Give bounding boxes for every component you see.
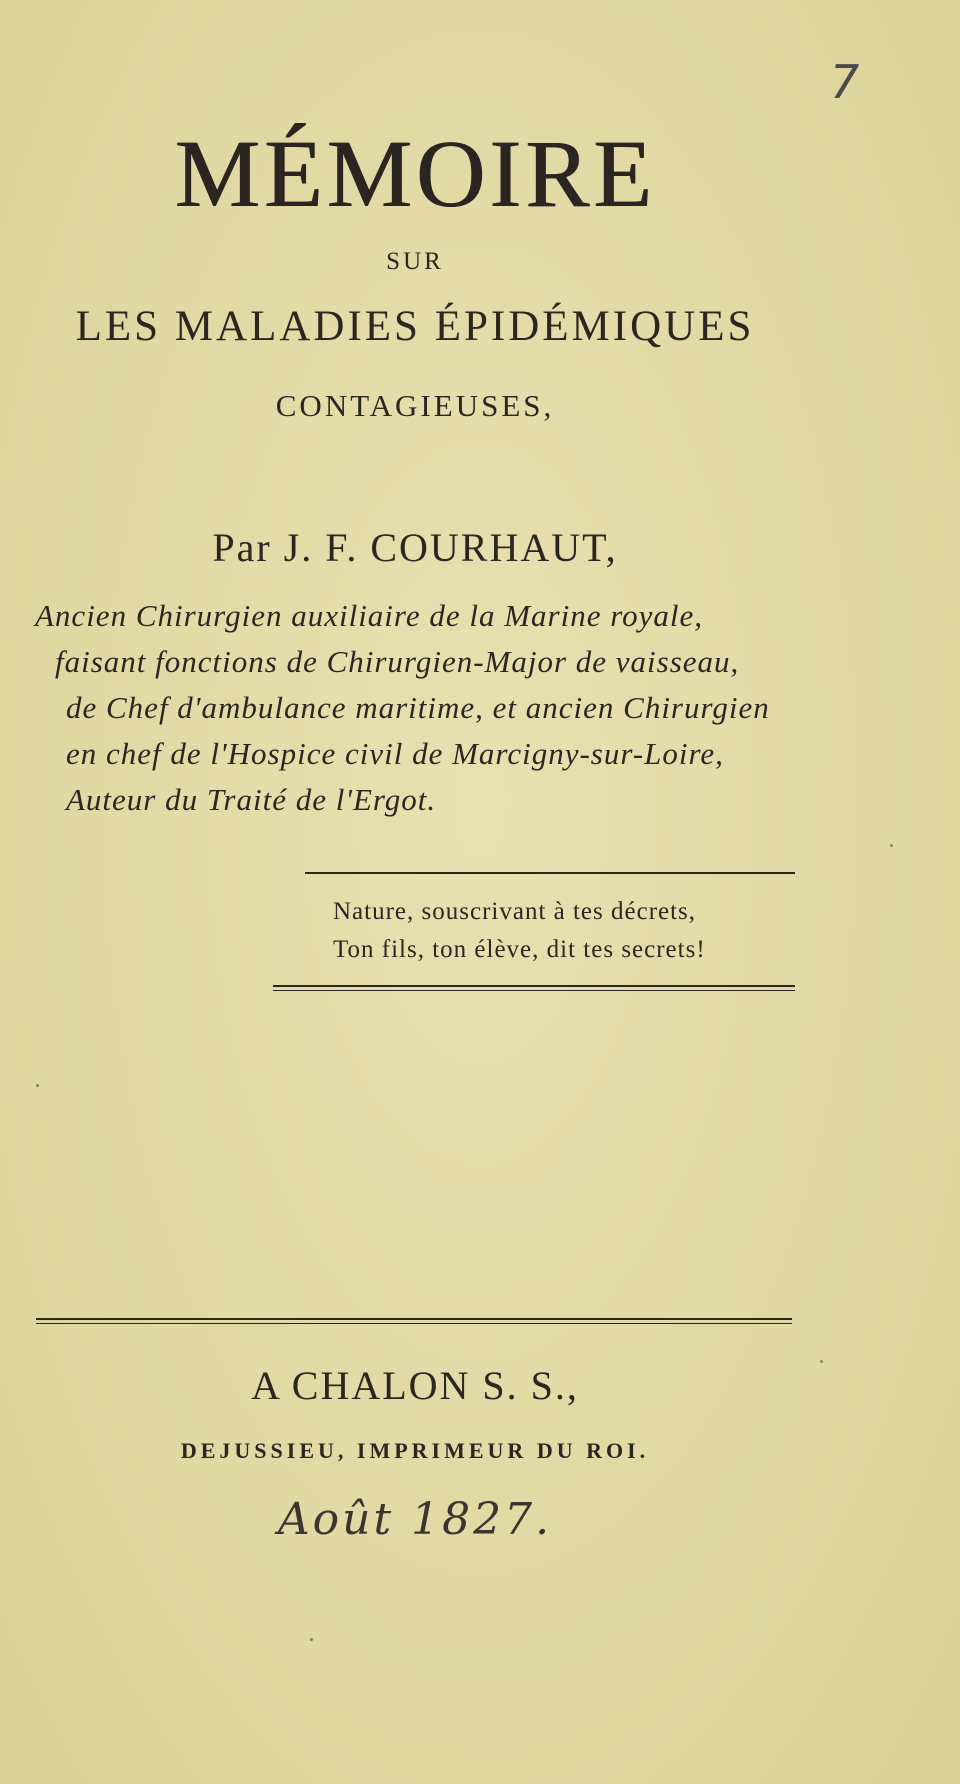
imprint-date: Août 1827.	[277, 1494, 553, 1545]
epigraph-bottom-rule	[273, 985, 795, 991]
author-prefix: Par	[212, 525, 272, 570]
author-line	[0, 524, 830, 571]
credential-line: en chef de l'Hospice civil de Marcigny-sur-Loire,	[66, 736, 724, 771]
epigraph-line: Nature, souscrivant à tes décrets,	[333, 898, 697, 925]
book-title: MÉMOIRE	[174, 120, 656, 227]
epigraph-top-rule	[305, 872, 795, 874]
credential-line: Ancien Chirurgien auxiliaire de la Marine royale,	[35, 598, 704, 633]
epigraph-line: Ton fils, ton élève, dit tes secrets!	[333, 936, 706, 963]
paper-speck	[310, 1638, 313, 1641]
author-name: J. F. COURHAUT,	[283, 525, 618, 570]
credential-line: de Chef d'ambulance maritime, et ancien Chirurgien	[66, 690, 770, 725]
imprint-printer: DEJUSSIEU, IMPRIMEUR DU ROI.	[180, 1438, 650, 1463]
paper-speck	[890, 844, 893, 847]
shelf-mark: 7	[830, 55, 860, 109]
book-subtitle-continued: CONTAGIEUSES,	[275, 388, 555, 423]
paper-speck	[36, 1084, 39, 1087]
imprint-place: A CHALON S. S.,	[251, 1363, 579, 1408]
credential-line: faisant fonctions de Chirurgien-Major de vaisseau,	[55, 644, 740, 679]
credential-line: Auteur du Traité de l'Ergot.	[66, 782, 437, 817]
paper-speck	[820, 1360, 823, 1363]
title-connector: SUR	[386, 248, 444, 275]
book-subtitle: LES MALADIES ÉPIDÉMIQUES	[75, 303, 755, 350]
imprint-rule	[36, 1318, 792, 1324]
